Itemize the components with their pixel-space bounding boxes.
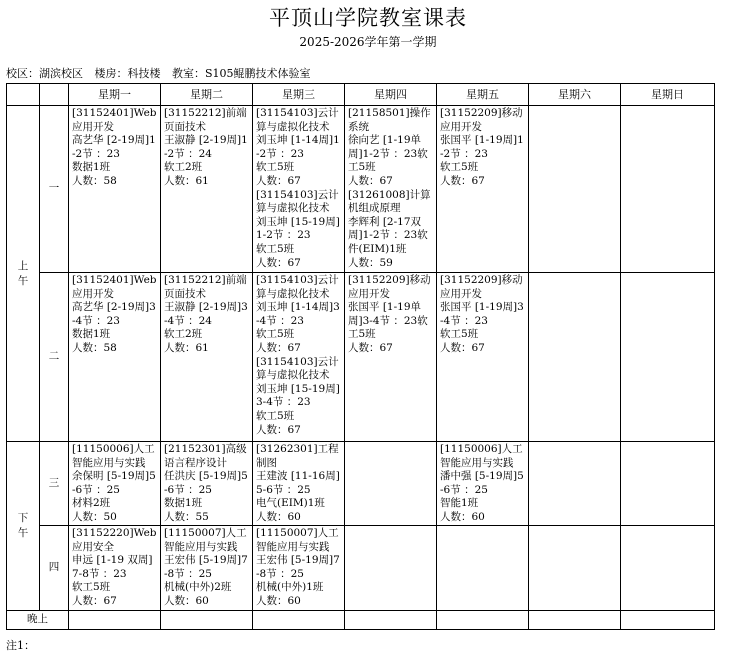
course-entry [440,274,526,356]
course-entry [164,527,250,609]
corner-cell [7,84,40,106]
cell-sat-s3[interactable] [529,442,621,526]
cell-fri-s2[interactable] [437,273,529,442]
slot-row-1 [7,106,715,273]
slot-label-4: 四 [40,526,69,611]
day-header-sat: 星期六 [529,84,621,106]
cell-tue-s2[interactable] [161,273,253,442]
slot-label-1: 一 [40,106,69,273]
course-title: [31152209]移动应用开发 [440,107,523,133]
cell-fri-s4[interactable] [437,526,529,611]
room-info [6,65,319,81]
course-detail: 人数：67 [348,174,393,187]
cell-fri-evening[interactable] [437,611,529,630]
course-detail: 软工5班 [256,242,295,255]
period-evening: 晚上 [7,611,69,630]
course-title: [31152212]前端页面技术 [164,274,247,300]
day-header-thu: 星期四 [345,84,437,106]
course-entry [348,107,434,189]
course-entry [348,274,434,356]
course-detail: 机械(中外)1班 [256,581,324,594]
cell-sun-s4[interactable] [621,526,715,611]
cell-thu-s2[interactable] [345,273,437,442]
cell-wed-s4[interactable] [253,526,345,611]
room-label: 教室：S105鲲鹏技术体验室 [172,67,311,80]
course-title: [31262301]工程制图 [256,443,339,469]
cell-wed-s3[interactable] [253,442,345,526]
course-detail: 软工5班 [256,409,295,422]
course-entry [440,107,526,189]
campus-label: 校区：湖滨校区 [6,67,83,80]
course-title: [11150006]人工智能应用与实践 [440,443,523,469]
cell-mon-s2[interactable] [69,273,161,442]
course-detail: 材料2班 [72,497,111,510]
cell-wed-evening[interactable] [253,611,345,630]
course-title: [31152220]Web应用安全 [72,527,157,553]
cell-thu-s4[interactable] [345,526,437,611]
course-title: [31154103]云计算与虚拟化技术 [256,274,339,300]
course-detail: 人数：61 [164,341,209,354]
cell-sun-s3[interactable] [621,442,715,526]
course-detail: 高艺华 [2-19周]3-4节 ：23 [72,301,156,327]
course-detail: 数据1班 [164,497,203,510]
corner-cell [40,84,69,106]
cell-sun-evening[interactable] [621,611,715,630]
course-detail: 软工5班 [72,581,111,594]
course-title: [11150007]人工智能应用与实践 [164,527,247,553]
course-detail: 软工5班 [440,161,479,174]
course-detail: 刘玉坤 [15-19周]1-2节 ：23 [256,215,340,242]
course-detail: 软工2班 [164,328,203,341]
cell-sat-s1[interactable] [529,106,621,273]
course-detail: 任洪庆 [5-19周]5-6节 ：25 [164,470,248,496]
course-entry [72,107,158,189]
cell-sat-s2[interactable] [529,273,621,442]
slot-row-2 [7,273,715,442]
course-title: [31152401]Web应用开发 [72,274,157,300]
course-title: [31261008]计算机组成原理 [348,188,431,215]
day-header-tue: 星期二 [161,84,253,106]
course-detail: 申远 [1-19 双周]7-8节 ：23 [72,554,153,580]
cell-thu-s1[interactable] [345,106,437,273]
course-detail: 张国平 [1-19单周]3-4节 ：23软工5班 [348,301,428,341]
cell-wed-s1[interactable] [253,106,345,273]
course-detail: 人数：67 [256,256,301,269]
cell-mon-s4[interactable] [69,526,161,611]
course-entry [164,443,250,525]
course-detail: 李辉利 [2-17双周]1-2节 ：23软件(EIM)1班 [348,215,428,255]
course-detail: 人数：60 [440,510,485,523]
course-title: [31154103]云计算与虚拟化技术 [256,107,339,133]
course-entry [256,527,342,609]
course-detail: 人数：60 [164,594,209,607]
cell-mon-evening[interactable] [69,611,161,630]
course-detail: 人数：61 [164,174,209,187]
course-detail: 人数：67 [440,174,485,187]
day-header-mon: 星期一 [69,84,161,106]
course-detail: 数据1班 [72,328,111,341]
cell-mon-s1[interactable] [69,106,161,273]
course-detail: 刘玉坤 [15-19周]3-4节 ：23 [256,382,340,409]
course-entry [256,356,342,438]
course-title: [31152209]移动应用开发 [348,274,431,300]
course-detail: 徐向艺 [1-19单周]1-2节 ：23软工5班 [348,134,428,174]
course-detail: 人数：58 [72,341,117,354]
cell-sat-s4[interactable] [529,526,621,611]
course-entry [256,107,342,189]
evening-row [7,611,715,630]
day-header-sun: 星期日 [621,84,715,106]
course-entry [72,274,158,356]
course-detail: 软工2班 [164,161,203,174]
course-entry [72,527,158,609]
course-detail: 高艺华 [2-19周]1-2节 ：23 [72,134,156,160]
course-detail: 人数：59 [348,256,393,269]
cell-tue-s3[interactable] [161,442,253,526]
course-detail: 人数：67 [72,594,117,607]
course-detail: 人数：67 [440,341,485,354]
course-detail: 人数：50 [72,510,117,523]
course-entry [348,189,434,271]
cell-sat-evening[interactable] [529,611,621,630]
cell-thu-s3[interactable] [345,442,437,526]
course-title: [21152301]高级语言程序设计 [164,443,247,469]
course-detail: 人数：60 [256,510,301,523]
timetable [6,83,715,630]
period-afternoon: 下午 [7,442,40,611]
cell-sun-s2[interactable] [621,273,715,442]
course-detail: 人数：58 [72,174,117,187]
cell-thu-evening[interactable] [345,611,437,630]
course-detail: 刘玉坤 [1-14周]3-4节 ：23 [256,301,340,327]
course-detail: 王宏伟 [5-19周]7-8节 ：25 [164,554,248,580]
slot-row-4 [7,526,715,611]
course-entry [440,443,526,525]
course-detail: 人数：67 [256,341,301,354]
term-subtitle: 2025-2026学年第一学期 [299,35,437,49]
course-title: [21158501]操作系统 [348,107,431,133]
course-detail: 人数：67 [256,423,301,436]
course-title: [11150007]人工智能应用与实践 [256,527,339,553]
course-detail: 余保明 [5-19周]5-6节 ：25 [72,470,156,496]
cell-tue-s1[interactable] [161,106,253,273]
course-title: [11150006]人工智能应用与实践 [72,443,155,469]
course-detail: 智能1班 [440,497,479,510]
course-detail: 王宏伟 [5-19周]7-8节 ：25 [256,554,340,580]
cell-tue-s4[interactable] [161,526,253,611]
cell-fri-s1[interactable] [437,106,529,273]
cell-wed-s2[interactable] [253,273,345,442]
cell-fri-s3[interactable] [437,442,529,526]
course-detail: 人数：55 [164,510,209,523]
course-detail: 潘中强 [5-19周]5-6节 ：25 [440,470,524,496]
course-detail: 张国平 [1-19周]3-4节 ：23 [440,301,524,327]
cell-sun-s1[interactable] [621,106,715,273]
course-title: [31152401]Web应用开发 [72,107,157,133]
course-detail: 人数：67 [256,174,301,187]
day-header-fri: 星期五 [437,84,529,106]
course-entry [164,107,250,189]
course-detail: 王淑静 [2-19周]1-2节 ：24 [164,134,248,160]
course-entry [256,274,342,356]
course-detail: 软工5班 [440,328,479,341]
course-detail: 张国平 [1-19周]1-2节 ：23 [440,134,524,160]
building-label: 楼房：科技楼 [94,67,161,80]
page-title: 平顶山学院教室课表 [269,6,467,30]
slot-label-3: 三 [40,442,69,526]
header-row [7,84,715,106]
course-detail: 数据1班 [72,161,111,174]
period-morning: 上午 [7,106,40,442]
course-detail: 人数：67 [348,341,393,354]
course-detail: 刘玉坤 [1-14周]1-2节 ：23 [256,134,340,160]
course-detail: 软工5班 [256,161,295,174]
course-title: [31152212]前端页面技术 [164,107,247,133]
course-entry [164,274,250,356]
slot-row-3 [7,442,715,526]
course-detail: 机械(中外)2班 [164,581,232,594]
day-header-wed: 星期三 [253,84,345,106]
cell-tue-evening[interactable] [161,611,253,630]
course-title: [31154103]云计算与虚拟化技术 [256,355,339,382]
course-detail: 人数：60 [256,594,301,607]
course-entry [256,189,342,271]
footnote: 注1： [6,639,35,652]
cell-mon-s3[interactable] [69,442,161,526]
course-detail: 电气(EIM)1班 [256,497,325,510]
course-detail: 王建波 [11-16周]5-6节 ：25 [256,470,340,496]
course-title: [31152209]移动应用开发 [440,274,523,300]
slot-label-2: 二 [40,273,69,442]
course-entry [256,443,342,525]
course-entry [72,443,158,525]
course-detail: 软工5班 [256,328,295,341]
course-title: [31154103]云计算与虚拟化技术 [256,188,339,215]
course-detail: 王淑静 [2-19周]3-4节 ：24 [164,301,248,327]
